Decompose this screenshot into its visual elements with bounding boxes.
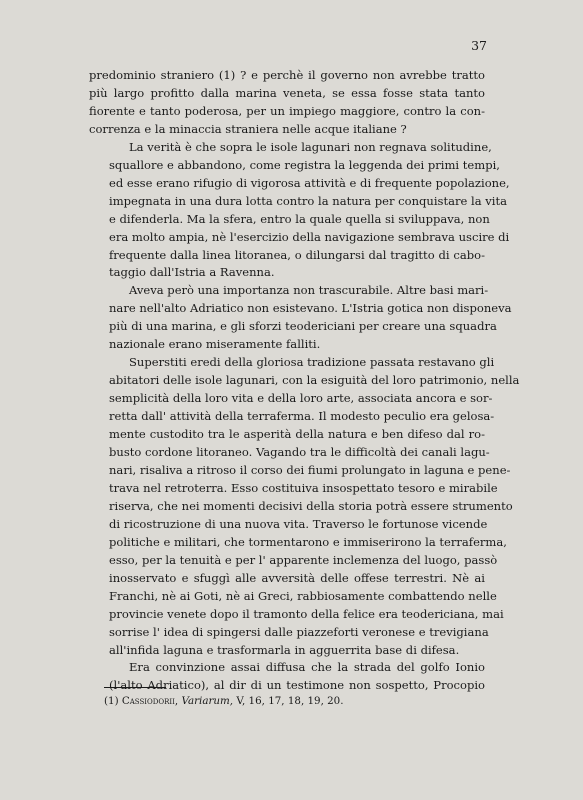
footnote-author: Cassiodorii, <box>121 695 179 707</box>
text-line: ed esse erano rifugio di vigorosa attività e di frequente popolazione, <box>109 175 510 190</box>
text-line: Superstiti eredi della gloriosa tradizione passata restavano gli <box>129 355 495 370</box>
text-line: esso, per la tenuità e per l' apparente inclemenza del luogo, passò <box>109 552 498 567</box>
text-line: nari, risaliva a ritroso il corso dei fiumi prolungato in laguna e pene- <box>109 462 511 477</box>
text-line: politiche e militari, che tormentarono e immiserirono la terraferma, <box>109 534 507 549</box>
text-line: semplicità della loro vita e della loro arte, associata ancora e sor- <box>109 391 493 406</box>
text-line: correnza e la minaccia straniera nelle acque italiane ? <box>89 121 407 136</box>
text-line: abitatori delle isole lagunari, con la esiguità del loro patrimonio, nella <box>109 373 520 388</box>
text-line: e difenderla. Ma la sfera, entro la quale quella si sviluppava, non <box>109 211 490 226</box>
text-line: nare nell'alto Adriatico non esistevano. L'Istria gotica non disponeva <box>109 301 512 316</box>
text-line: sorrise l' idea di spingersi dalle piazzeforti veronese e trevigiana <box>109 624 489 639</box>
footnote <box>104 695 344 707</box>
text-line: taggio dall'Istria a Ravenna. <box>109 265 275 280</box>
paragraph <box>89 139 510 283</box>
footnote-marker: (1) <box>104 695 119 707</box>
text-line: più largo profitto dalla marina veneta, se essa fosse stata tanto <box>89 85 485 100</box>
text-line: Franchi, nè ai Goti, nè ai Greci, rabbiosamente combattendo nelle <box>109 588 497 603</box>
text-line: di ricostruzione di una nuova vita. Traverso le fortunose vicende <box>109 516 488 531</box>
text-line: trava nel retroterra. Esso costituiva insospettato tesoro e mirabile <box>109 480 498 495</box>
text-line: Aveva però una importanza non trascurabile. Altre basi mari- <box>129 283 489 298</box>
text-line: era molto ampia, nè l'esercizio della navigazione sembrava uscire di <box>109 229 510 244</box>
body-text <box>89 67 520 695</box>
text-line: busto cordone litoraneo. Vagando tra le difficoltà dei canali lagu- <box>109 445 490 460</box>
page-number: 37 <box>471 38 487 53</box>
text-line: squallore e abbandono, come registra la leggenda dei primi tempi, <box>109 157 500 172</box>
footnote-rule <box>104 687 166 688</box>
text-line: frequente dalla linea litoranea, o dilungarsi dal tragitto di cabo- <box>109 247 485 262</box>
text-line: Era convinzione assai diffusa che la strada del golfo Ionio <box>129 660 485 675</box>
text-line: nazionale erano miseramente falliti. <box>109 337 321 352</box>
footnote-refs: V, 16, 17, 18, 19, 20. <box>236 695 344 707</box>
text-line: La verità è che sopra le isole lagunari non regnava solitudine, <box>129 139 492 154</box>
text-line: (l'alto Adriatico), al dir di un testimone non sospetto, Procopio <box>109 678 485 693</box>
text-line: inosservato e sfuggì alle avversità delle offese terrestri. Nè ai <box>109 570 485 585</box>
paragraph <box>89 354 520 659</box>
text-line: impegnata in una dura lotta contro la natura per conquistare la vita <box>109 193 507 208</box>
text-line: retta dall' attività della terraferma. Il modesto peculio era gelosa- <box>109 409 495 424</box>
paragraph <box>89 282 512 354</box>
text-line: all'infida laguna e trasformarla in agguerrita base di difesa. <box>109 642 460 657</box>
text-line: riserva, che nei momenti decisivi della storia potrà essere strumento <box>109 498 513 513</box>
text-line: predominio straniero (1) ? e perchè il governo non avrebbe tratto <box>89 68 485 82</box>
text-line: mente custodito tra le asperità della natura e ben difeso dal ro- <box>109 427 485 442</box>
paragraph <box>89 659 485 695</box>
paragraph <box>89 67 485 139</box>
text-line: più di una marina, e gli sforzi teodericiani per creare una squadra <box>109 319 497 334</box>
text-line: fiorente e tanto poderosa, per un impiego maggiore, contro la con- <box>89 103 485 118</box>
footnote-title: Variarum, <box>181 695 234 707</box>
text-line: provincie venete dopo il tramonto della felice era teodericiana, mai <box>109 606 504 621</box>
